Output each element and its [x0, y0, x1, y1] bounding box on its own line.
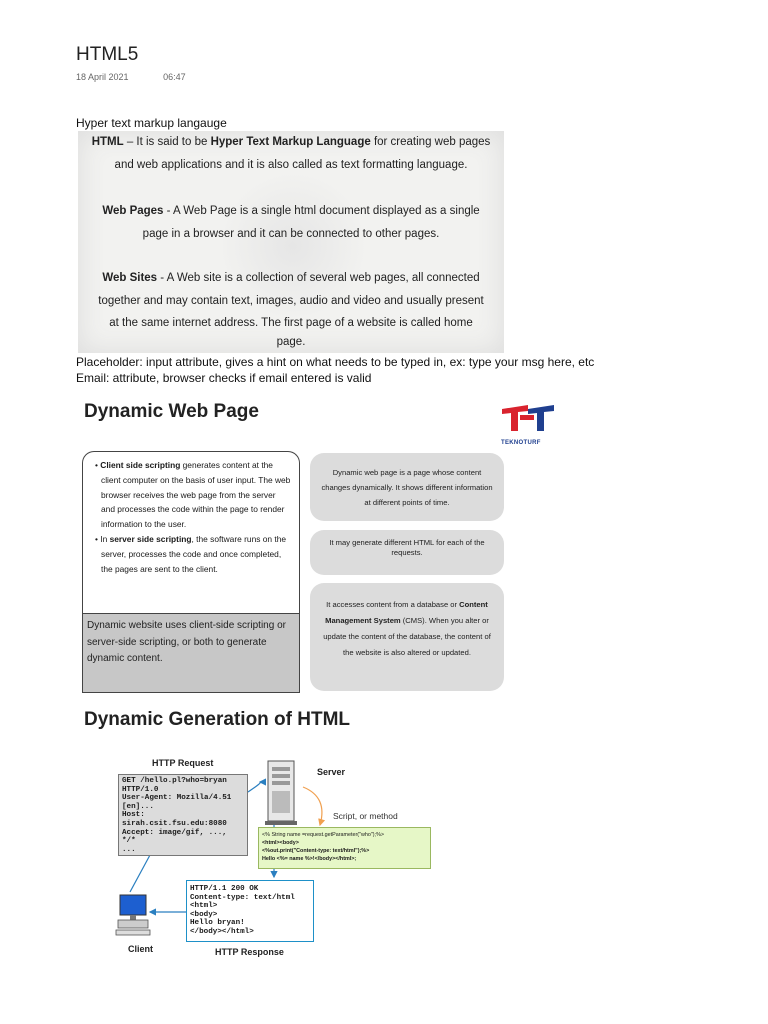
html-definitions-image	[78, 131, 504, 353]
dynamic-web-page-slide	[78, 393, 541, 695]
slide-title: Dynamic Generation of HTML	[84, 709, 351, 730]
server-script-box: <% String name =request.getParameter("who");%> <html><body> <%out.print("Content-type: text/html");%> Hello <%= name %>!</body></html>;	[258, 827, 431, 869]
intro-text: Hyper text markup langauge	[76, 116, 227, 130]
client-computer-icon	[114, 893, 154, 939]
client-request-line-icon	[130, 855, 150, 892]
client-side-bullet: • Client side scripting generates content at the client computer on the basis of user input. The web browser receives the web page from the server and processes the code within the page to render information to the user.	[95, 460, 291, 530]
logo-text: TEKNOTURF	[501, 440, 541, 446]
dynamic-generation-slide	[78, 707, 506, 975]
html-generation-box: It may generate different HTML for each of the requests.	[310, 530, 504, 575]
http-request-box: GET /hello.pl?who=bryan HTTP/1.0 User-Agent: Mozilla/4.51 [en]... Host: sirah.csit.fsu.edu:8080 Accept: image/gif, ..., */* ...	[118, 774, 248, 856]
logo-mark-icon	[498, 401, 556, 443]
teknoturf-logo	[498, 401, 556, 446]
page-title: HTML5	[76, 44, 139, 65]
page-time: 06:47	[163, 72, 186, 82]
def-websites-line2: together and may contain text, images, audio and video and usually present	[98, 295, 484, 307]
server-side-bullet: • In server side scripting, the software runs on the server, processes the code and once completed, the pages are sent to the client.	[95, 533, 287, 574]
client-label: Client	[128, 944, 154, 954]
server-label: Server	[317, 767, 346, 777]
server-icon	[262, 759, 302, 827]
cms-box: It accesses content from a database or Content Management System (CMS). When you alter or update the content of the database, the content of the website is also altered or updated.	[310, 583, 504, 691]
def-html-line2: and web applications and it is also called as text formatting language.	[114, 159, 468, 171]
script-arrow-icon	[303, 787, 322, 825]
def-html-line1: HTML – It is said to be Hyper Text Markup Language for creating web pages	[91, 136, 491, 148]
def-websites-line3: at the same internet address. The first page of a website is called home	[109, 317, 473, 329]
dynamic-website-box: Dynamic website uses client-side scripting or server-side scripting, or both to generate dynamic content.	[82, 613, 300, 693]
request-arrow-icon	[248, 782, 261, 792]
def-webpages-line2: page in a browser and it can be connected to other pages.	[142, 228, 440, 240]
def-websites-line1: Web Sites - A Web site is a collection of several web pages, all connected	[102, 272, 480, 284]
def-webpages-line1: Web Pages - A Web Page is a single html document displayed as a single	[102, 205, 480, 217]
definition-box: Dynamic web page is a page whose content changes dynamically. It shows different information at different points of time.	[310, 453, 504, 521]
def-websites-line4: page.	[276, 336, 306, 348]
email-note: Email: attribute, browser checks if email entered is valid	[76, 371, 372, 385]
slide-title: Dynamic Web Page	[84, 401, 259, 422]
http-request-label: HTTP Request	[152, 758, 214, 768]
page-date: 18 April 2021	[76, 72, 129, 82]
page-meta	[76, 72, 218, 82]
script-label: Script, or method	[333, 811, 398, 821]
scripting-box	[82, 451, 300, 614]
http-response-label: HTTP Response	[215, 947, 284, 957]
http-response-box: HTTP/1.1 200 OK Content-type: text/html <html> <body> Hello bryan! </body></html>	[186, 880, 314, 942]
placeholder-note: Placeholder: input attribute, gives a hint on what needs to be typed in, ex: type your msg here, etc	[76, 355, 595, 369]
